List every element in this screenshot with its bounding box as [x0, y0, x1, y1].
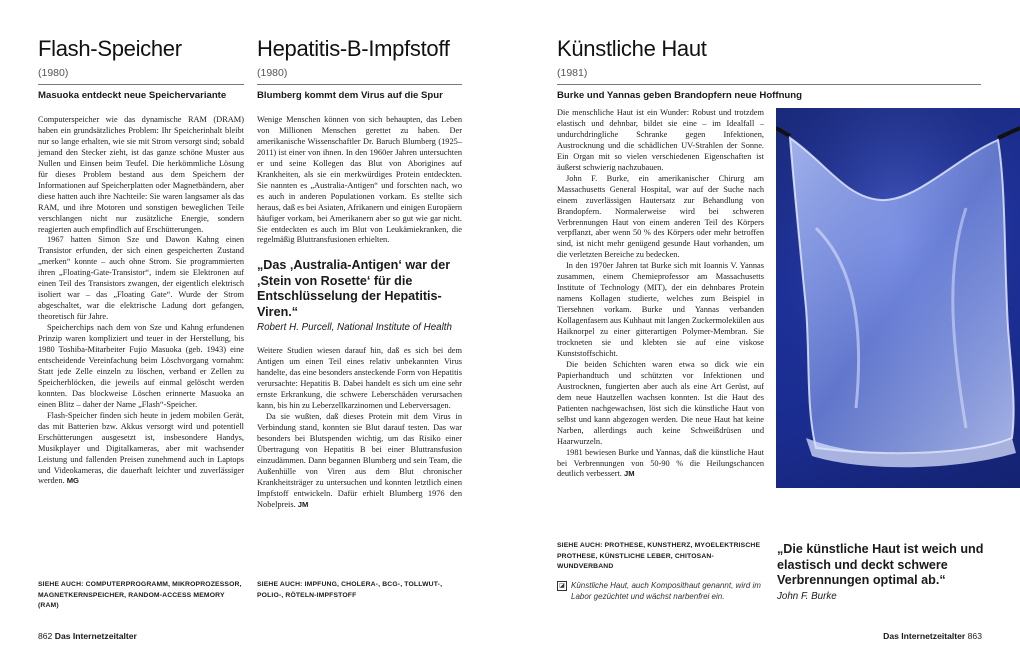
caption-marker-icon: ◪	[557, 581, 567, 591]
article-subtitle: Blumberg kommt dem Virus auf die Spur	[257, 90, 443, 101]
article-kuenstliche-haut-header	[557, 36, 981, 102]
artificial-skin-photo	[776, 108, 1020, 488]
paragraph-text: Flash-Speicher finden sich heute in jedem mobilen Gerät, das mit Batterien bzw. Akkus versorgt wird und potentiell Erschütterungen ausgesetzt ist, insbesondere Handys, Musikplayer und Digitalkameras, aber mit wachsender Leistung und fallenden Preisen zunehmend auch in Laptops und Videokameras, die dauerhaft leichter und zuverlässiger werden.	[38, 410, 244, 486]
paragraph: Die beiden Schichten waren etwa so dick wie ein Papierhandtuch und schützten vor Infektionen und Austrocknen, fungierten aber auch als eine Art Gerüst, auf dem neue Hautzellen wachsen konnten. Ist die Haut des Patienten nachgewachsen, löst sich die künstliche Haut von selbst und kann abgezogen werden. Die neue Haut hat keine Narben, allerdings auch keine Schweißdrüsen und Haarwurzeln.	[557, 359, 764, 446]
author-signature: JM	[297, 499, 309, 509]
quote-source: Robert H. Purcell, National Institute of Health	[257, 322, 452, 334]
paragraph: Computerspeicher wie das dynamische RAM (DRAM) haben ein grundsätzliches Problem: Ihr Speicherinhalt bleibt nur so lange erhalten, wie sie mit Strom versorgt sind; sobald jemand den Stecker zieht, ist das ganze schöne Muster aus Nullen und Einsen beim Teufel. Die herkömmliche Lösung für dieses Problem bestand aus dem Speichern der Informationen auf Speicherplatten oder Magnetbändern, aber diese hatten auch ihre Nachteile: Sie waren langsamer als das RAM, und ihre Motoren und sonstigen beweglichen Teile verschlangen nicht nur zusätzliche Energie, sondern reagierten auch empfindlich auf Erschütterungen.	[38, 115, 244, 234]
article-body	[557, 108, 764, 480]
paragraph	[557, 448, 764, 481]
page-footer-right	[883, 631, 982, 641]
section-name: Das Internetzeitalter	[54, 631, 137, 641]
see-also: SIEHE AUCH: PROTHESE, KUNSTHERZ, MYOELEKTRISCHE PROTHESE, KÜNSTLICHE LEBER, CHITOSAN-WUNDVERBAND	[557, 542, 761, 570]
section-name: Das Internetzeitalter	[883, 631, 966, 641]
paragraph: Weitere Studien wiesen darauf hin, daß es sich bei dem Antigen um einen Teil eines relativ unbekannten Virus handelte, das eine besonders ansteckende Form von Hepatitis verursachte: Hepatitis B. Dabei handelt es sich um eine sehr ernste Erkrankung, die schwere Leberschäden verursachen kann, bis hin zu Leberzellkarzinomen und Leberversagen.	[257, 346, 462, 411]
article-subtitle: Burke und Yannas geben Brandopfern neue Hoffnung	[557, 90, 803, 101]
pull-quote	[257, 258, 462, 334]
article-body-continued	[257, 346, 462, 510]
article-hepatitis-b	[257, 36, 462, 511]
article-title: Flash-Speicher	[38, 36, 182, 61]
paragraph: John F. Burke, ein amerikanischer Chirurg am Massachusetts General Hospital, war auf der Suche nach einem zuverlässigen Hautersatz zur Behandlung von Brandopfern. Normalerweise wird bei schweren Verbrennungen Haut von einem anderen Teil des Körpers verpflanzt, aber wenn 50 % des Körpers oder mehr betroffen sind, ist nicht mehr genügend gesunde Haut vorhanden, um die verletzten Bereiche zu bedecken.	[557, 173, 764, 260]
quote-text: „Das ‚Australia-Antigen‘ war der ‚Stein von Rosette‘ für die Entschlüsselung der Hepatitis-Viren.“	[257, 258, 451, 319]
paragraph-text: 1981 bewiesen Burke und Yannas, daß die künstliche Haut bei Verbrennungen von 50-90 % die Heilungschancen deutlich verbessert.	[557, 447, 764, 479]
paragraph: Die menschliche Haut ist ein Wunder: Robust und trotzdem elastisch und dehnbar, bildet sie eine – im Idealfall – undurchdringliche Schranke gegen Infektionen, Austrocknung und die schädlichen UV-Strahlen der Sonne. Ein Organ mit so vielen verschiedenen Eigenschaften ist äußerst schwierig nachzubauen.	[557, 108, 764, 172]
paragraph	[38, 411, 244, 488]
page-number: 862	[38, 631, 53, 641]
paragraph: Wenige Menschen können von sich behaupten, das Leben von Millionen Menschen gerettet zu haben. Der amerikanische Wissenschaftler Dr. Baruch Blumberg (1925–2011) ist einer von ihnen. In den 1960er Jahren untersuchten er und seine Kollegen das Blut von Aborigines auf Krankheiten, als sie ein merkwürdiges Protein entdeckten. Sie nannten es „Australia-Antigen“ und forschten nach, wo es auch in anderen Populationen vorkam. Es stellte sich heraus, daß es bei Asiaten, Afrikanern und einigen Europäern häufiger vorkam, bei Amerikanern aber so gut wie gar nicht. Sie entdeckten es auch im Blut von Leukämiekranken, die regelmäßig Bluttransfusionen erhielten.	[257, 115, 462, 245]
article-year: (1980)	[38, 67, 69, 79]
page-number: 863	[967, 631, 982, 641]
article-kuenstliche-haut-body	[557, 95, 764, 480]
paragraph: In den 1970er Jahren tat Burke sich mit Ioannis V. Yannas zusammen, einem Chemieprofessor am Massachusetts Institute of Technology (MIT), der ein dehnbares Protein namens Kollagen studierte, welches zum Beispiel in Tiersehnen vorkam. Burke und Yannas verbanden Kollagenfasern aus Kuhhaut mit langen Zuckermolekülen aus Haiknorpel zu einer gitterartigen Polymer-Membran. Sie trockneten sie und klebten sie auf eine viskose Kunststoffschicht.	[557, 261, 764, 358]
article-body	[38, 115, 244, 487]
author-signature: MG	[66, 476, 79, 486]
see-also: SIEHE AUCH: COMPUTERPROGRAMM, MIKROPROZESSOR, MAGNETKERNSPEICHER, RANDOM-ACCESS MEMORY (RAM)	[38, 581, 242, 609]
paragraph-text: Da sie wußten, daß dieses Protein mit dem Virus in Verbindung stand, konnten sie Blut darauf testen. Das war besonders bei Blutspenden wichtig, um das Risiko einer Übertragung von Hepatitis B bei einer Bluttransfusion einzudämmen. Dann begannen Blumberg und sein Team, die Außenhülle von Viren aus dem Blut chronischer Krankheitsträger zu untersuchen und konnten letztlich einen Impfstoff entwickeln. Dafür erhielt Blumberg 1976 den Nobelpreis.	[257, 412, 462, 509]
article-title: Hepatitis-B-Impfstoff	[257, 36, 450, 61]
title-rule	[38, 84, 244, 85]
author-signature: JM	[623, 469, 635, 479]
article-flash-speicher	[38, 36, 244, 487]
quote-source: John F. Burke	[777, 590, 837, 602]
article-subtitle: Masuoka entdeckt neue Speichervariante	[38, 90, 227, 101]
paragraph: 1967 hatten Simon Sze und Dawon Kahng einen Transistor erfunden, der sich einen gespeicherten Zustand „merken“ konnte – auch ohne Strom. Sie programmierten ihren „Floating-Gate-Transistor“, indem sie Elektronen auf einen Teil des Transistors zwangen, der eigentlich elektrisch isoliert war – das „Floating Gate“. Wurde der Strom abgeschaltet, war die elektrische Ladung dort gefangen, theoretisch für Jahre.	[38, 235, 244, 322]
pull-quote-right	[777, 542, 1007, 603]
caption-text: Künstliche Haut, auch Komposithaut genannt, wird im Labor gezüchtet und wächst narbenfrei ein.	[571, 581, 761, 601]
see-also: SIEHE AUCH: IMPFUNG, CHOLERA-, BCG-, TOLLWUT-, POLIO-, RÖTELN-IMPFSTOFF	[257, 581, 443, 599]
page-footer-left	[38, 631, 137, 641]
artificial-skin-illustration	[776, 108, 1020, 488]
quote-text: „Die künstliche Haut ist weich und elastisch und deckt schwere Verbrennungen optimal ab.“	[777, 542, 984, 587]
paragraph	[257, 412, 462, 511]
photo-caption	[557, 580, 762, 602]
paragraph: Speicherchips nach dem von Sze und Kahng erfundenen Prinzip waren kompliziert und teuer in der Herstellung, bis 1980 Toshiba-Mitarbeiter Fujio Masuoka (geb. 1943) eine entscheidende Vereinfachung beim Löschvorgang vornahm: Statt jede Zelle einzeln zu löschen, verband er Zellen zu Speicherblöcken, die jeweils auf einmal gelöscht werden konnten. Das blockweise Löschen erinnerte Masuoka an einen Blitz – daher der Name „Flash“-Speicher.	[38, 323, 244, 409]
article-year: (1981)	[557, 67, 588, 79]
article-title: Künstliche Haut	[557, 36, 707, 61]
title-rule	[557, 84, 981, 85]
article-body	[257, 115, 462, 246]
title-rule	[257, 84, 462, 85]
article-year: (1980)	[257, 67, 288, 79]
